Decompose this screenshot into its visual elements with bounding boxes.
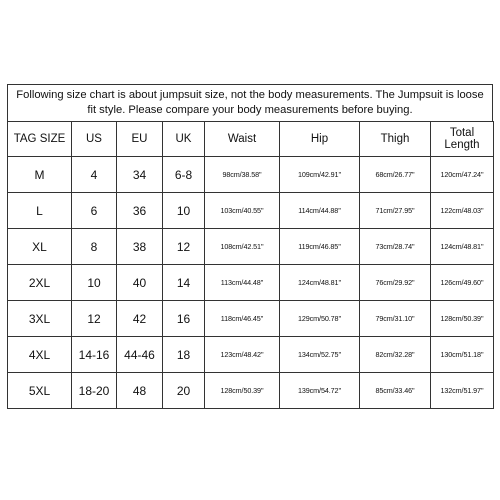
cell-tag-size: 5XL: [8, 373, 72, 409]
header-thigh: Thigh: [360, 122, 431, 157]
cell-total-length: 128cm/50.39'': [431, 301, 494, 337]
cell-tag-size: L: [8, 193, 72, 229]
cell-hip: 109cm/42.91'': [280, 157, 360, 193]
header-waist: Waist: [205, 122, 280, 157]
cell-eu: 40: [117, 265, 163, 301]
cell-thigh: 82cm/32.28'': [360, 337, 431, 373]
table-row: [8, 193, 494, 229]
cell-eu: 44-46: [117, 337, 163, 373]
cell-uk: 16: [163, 301, 205, 337]
cell-tag-size: XL: [8, 229, 72, 265]
header-uk: UK: [163, 122, 205, 157]
header-total-length: Total Length: [431, 122, 494, 157]
size-chart: [7, 84, 493, 409]
cell-thigh: 71cm/27.95'': [360, 193, 431, 229]
cell-us: 14-16: [72, 337, 117, 373]
cell-hip: 139cm/54.72'': [280, 373, 360, 409]
table-row: [8, 373, 494, 409]
table-row: [8, 157, 494, 193]
cell-us: 18-20: [72, 373, 117, 409]
cell-us: 8: [72, 229, 117, 265]
cell-uk: 14: [163, 265, 205, 301]
cell-total-length: 126cm/49.60'': [431, 265, 494, 301]
cell-waist: 123cm/48.42'': [205, 337, 280, 373]
cell-uk: 20: [163, 373, 205, 409]
table-row: [8, 337, 494, 373]
cell-waist: 118cm/46.45'': [205, 301, 280, 337]
table-row: [8, 301, 494, 337]
cell-us: 12: [72, 301, 117, 337]
cell-eu: 48: [117, 373, 163, 409]
cell-uk: 10: [163, 193, 205, 229]
cell-hip: 119cm/46.85'': [280, 229, 360, 265]
header-hip: Hip: [280, 122, 360, 157]
table-row: [8, 265, 494, 301]
cell-uk: 18: [163, 337, 205, 373]
cell-hip: 134cm/52.75'': [280, 337, 360, 373]
cell-tag-size: 4XL: [8, 337, 72, 373]
cell-waist: 128cm/50.39'': [205, 373, 280, 409]
header-eu: EU: [117, 122, 163, 157]
cell-tag-size: 2XL: [8, 265, 72, 301]
cell-us: 6: [72, 193, 117, 229]
cell-eu: 42: [117, 301, 163, 337]
cell-uk: 6-8: [163, 157, 205, 193]
cell-total-length: 120cm/47.24'': [431, 157, 494, 193]
cell-hip: 124cm/48.81'': [280, 265, 360, 301]
cell-thigh: 76cm/29.92'': [360, 265, 431, 301]
cell-eu: 36: [117, 193, 163, 229]
cell-hip: 129cm/50.78'': [280, 301, 360, 337]
cell-tag-size: M: [8, 157, 72, 193]
header-us: US: [72, 122, 117, 157]
cell-thigh: 79cm/31.10'': [360, 301, 431, 337]
cell-thigh: 73cm/28.74'': [360, 229, 431, 265]
header-row: [8, 122, 494, 157]
cell-hip: 114cm/44.88'': [280, 193, 360, 229]
cell-waist: 108cm/42.51'': [205, 229, 280, 265]
cell-total-length: 124cm/48.81'': [431, 229, 494, 265]
cell-thigh: 68cm/26.77'': [360, 157, 431, 193]
header-tag-size: TAG SIZE: [8, 122, 72, 157]
table-row: [8, 229, 494, 265]
cell-waist: 98cm/38.58'': [205, 157, 280, 193]
cell-waist: 113cm/44.48'': [205, 265, 280, 301]
cell-us: 10: [72, 265, 117, 301]
cell-eu: 38: [117, 229, 163, 265]
cell-us: 4: [72, 157, 117, 193]
size-chart-notice: Following size chart is about jumpsuit size, not the body measurements. The Jumpsuit is loose fit style. Please compare your body measurements before buying.: [7, 84, 493, 121]
cell-tag-size: 3XL: [8, 301, 72, 337]
cell-uk: 12: [163, 229, 205, 265]
size-table: [7, 121, 494, 409]
cell-total-length: 130cm/51.18'': [431, 337, 494, 373]
cell-eu: 34: [117, 157, 163, 193]
cell-total-length: 132cm/51.97'': [431, 373, 494, 409]
cell-waist: 103cm/40.55'': [205, 193, 280, 229]
cell-thigh: 85cm/33.46'': [360, 373, 431, 409]
cell-total-length: 122cm/48.03'': [431, 193, 494, 229]
